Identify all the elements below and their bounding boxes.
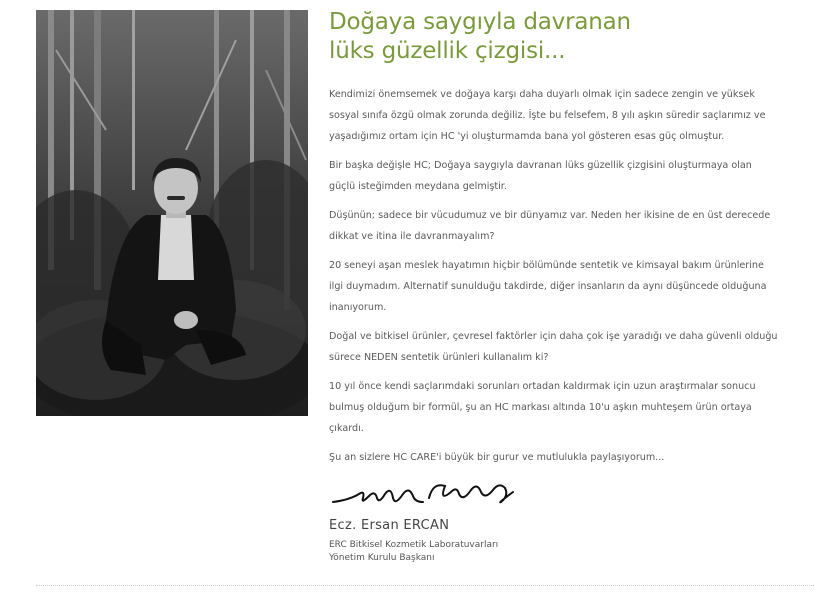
about-content	[329, 8, 779, 476]
paragraph-6: 10 yıl önce kendi saçlarımdaki sorunları ortadan kaldırmak için uzun araştırmalar sonucu bulmuş olduğum bir formül, şu an HC markası altında 10'u aşkın muhteşem ürün ortaya çıkardı.	[329, 381, 756, 434]
handwritten-signature	[329, 472, 529, 512]
signature-name: Ecz. Ersan ERCAN	[329, 518, 450, 533]
signature-company: ERC Bitkisel Kozmetik Laboratuvarları	[329, 540, 499, 550]
paragraph-1: Kendimizi önemsemek ve doğaya karşı daha duyarlı olmak için sadece zengin ve yüksek sosyal sınıfa özgü olmak zorunda değiliz. İşte bu felsefem, 8 yılı aşkın süredir saçlarımız ve yaşadığımız ortam için HC 'yi oluşturmamda bana yol gösteren esas güç olmuştur.	[329, 89, 766, 142]
paragraph-7: Şu an sizlere HC CARE'i büyük bir gurur ve mutlulukla paylaşıyorum...	[329, 452, 665, 463]
signature-title: Yönetim Kurulu Başkanı	[329, 553, 435, 563]
founder-photo-image	[36, 10, 308, 416]
paragraph-4: 20 seneyi aşan meslek hayatımın hiçbir bölümünde sentetik ve kimsayal bakım ürünlerine ilgi duymadım. Alternatif sunulduğu takdirde, diğer insanların da aynı düşüncede olduğuna inanıyorum.	[329, 260, 767, 313]
paragraph-2: Bir başka değişle HC; Doğaya saygıyla davranan lüks güzellik çizgisini oluşturmaya olan güçlü isteğimden meydana gelmiştir.	[329, 160, 752, 192]
page-title	[329, 8, 779, 66]
signature-image	[329, 472, 529, 512]
paragraph-5: Doğal ve bitkisel ürünler, çevresel faktörler için daha çok işe yaradığı ve daha güvenli olduğu sürece NEDEN sentetik ürünleri kullanalım ki?	[329, 331, 778, 363]
title-line-2: lüks güzellik çizgisi...	[329, 38, 566, 64]
title-line-1: Doğaya saygıyla davranan	[329, 9, 631, 35]
paragraph-3: Düşünün; sadece bir vücudumuz ve bir dünyamız var. Neden her ikisine de en üst derecede dikkat ve itina ile davranmayalım?	[329, 210, 771, 242]
footer-divider	[36, 585, 814, 586]
founder-photo	[36, 10, 308, 416]
